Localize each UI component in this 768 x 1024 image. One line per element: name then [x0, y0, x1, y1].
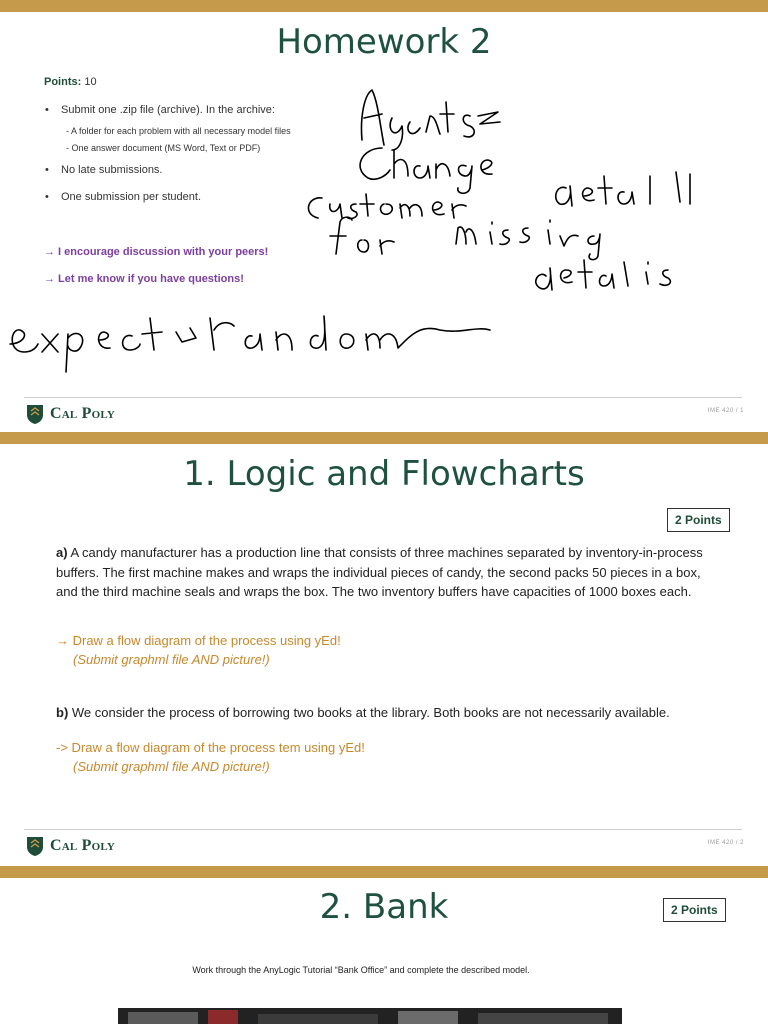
part-b-note: (Submit graphml file AND picture!)	[73, 759, 270, 774]
part-a-task	[56, 631, 341, 669]
part-a-note-wrap	[56, 650, 341, 669]
part-b-body: We consider the process of borrowing two books at the library. Both books are not necessarily available.	[68, 705, 670, 720]
calpoly-shield-icon	[25, 403, 45, 425]
handwriting-change	[360, 148, 492, 193]
part-b-task	[56, 738, 365, 776]
slide3-instruction: Work through the AnyLogic Tutorial “Bank Office” and complete the described model.	[192, 965, 530, 975]
slide3-points-badge: 2 Points	[663, 898, 726, 922]
slide2-page-number: IME 420 / 2	[707, 840, 744, 846]
calpoly-logo	[25, 403, 115, 425]
bullet-dot: •	[45, 164, 49, 176]
logo-text: Cal Poly	[50, 405, 116, 422]
bullet-dot: •	[45, 104, 49, 116]
slide1-footer-line	[24, 397, 742, 398]
slide2-title: 1. Logic and Flowcharts	[183, 454, 585, 494]
part-a-note: (Submit graphml file AND picture!)	[73, 652, 270, 667]
handwriting-for-missing	[330, 217, 600, 259]
bullet-dot: •	[45, 191, 49, 203]
bank-office-screenshot	[118, 1008, 622, 1024]
slide3-top-bar	[0, 866, 768, 878]
slide1-title: Homework 2	[276, 22, 492, 62]
part-b-text	[56, 703, 716, 723]
slide2-footer-line	[24, 829, 742, 830]
calpoly-shield-icon	[25, 835, 45, 857]
sub-bullet-folder: - A folder for each problem with all necessary model files	[66, 126, 291, 136]
bullet-text: No late submissions.	[61, 164, 163, 176]
part-a-task-text: → Draw a flow diagram of the process using yEd!	[56, 633, 341, 648]
handwriting-expect-random	[10, 316, 490, 372]
part-b-task-text: -> Draw a flow diagram of the process tem using yEd!	[56, 740, 365, 755]
calpoly-logo	[25, 835, 115, 857]
handwriting-annotation	[0, 0, 768, 380]
sub-bullet-answer-doc: - One answer document (MS Word, Text or PDF)	[66, 143, 261, 153]
bullet-text: One submission per student.	[61, 191, 202, 203]
handwriting-agents	[361, 90, 500, 150]
highlight-questions: → Let me know if you have questions!	[44, 273, 244, 285]
handwriting-customer-detail	[308, 172, 690, 219]
part-a-text	[56, 543, 704, 602]
bullet-text: Submit one .zip file (archive). In the archive:	[61, 104, 275, 116]
slide1-page-number: IME 420 / 1	[707, 408, 744, 414]
part-a-label: a)	[56, 545, 68, 560]
slide2-top-bar	[0, 432, 768, 444]
slide2-points-badge: 2 Points	[667, 508, 730, 532]
bank-office-image-strip	[118, 1008, 622, 1024]
logo-text: Cal Poly	[50, 837, 116, 854]
points-value: 10	[84, 76, 97, 88]
slide3-title: 2. Bank	[319, 887, 449, 927]
handwriting-details	[536, 260, 671, 290]
part-a-body: A candy manufacturer has a production line that consists of three machines separated by inventory-in-process buffers. The first machine makes and wraps the individual pieces of candy, the second packs 50 pieces in a box, and the third machine seals and wraps the box. The two inventory buffers have capacities of 1000 boxes each.	[56, 545, 703, 599]
highlight-discussion: → I encourage discussion with your peers!	[44, 246, 269, 258]
part-b-label: b)	[56, 705, 69, 720]
points-label: Points:	[44, 76, 82, 88]
part-b-note-wrap	[56, 757, 365, 776]
